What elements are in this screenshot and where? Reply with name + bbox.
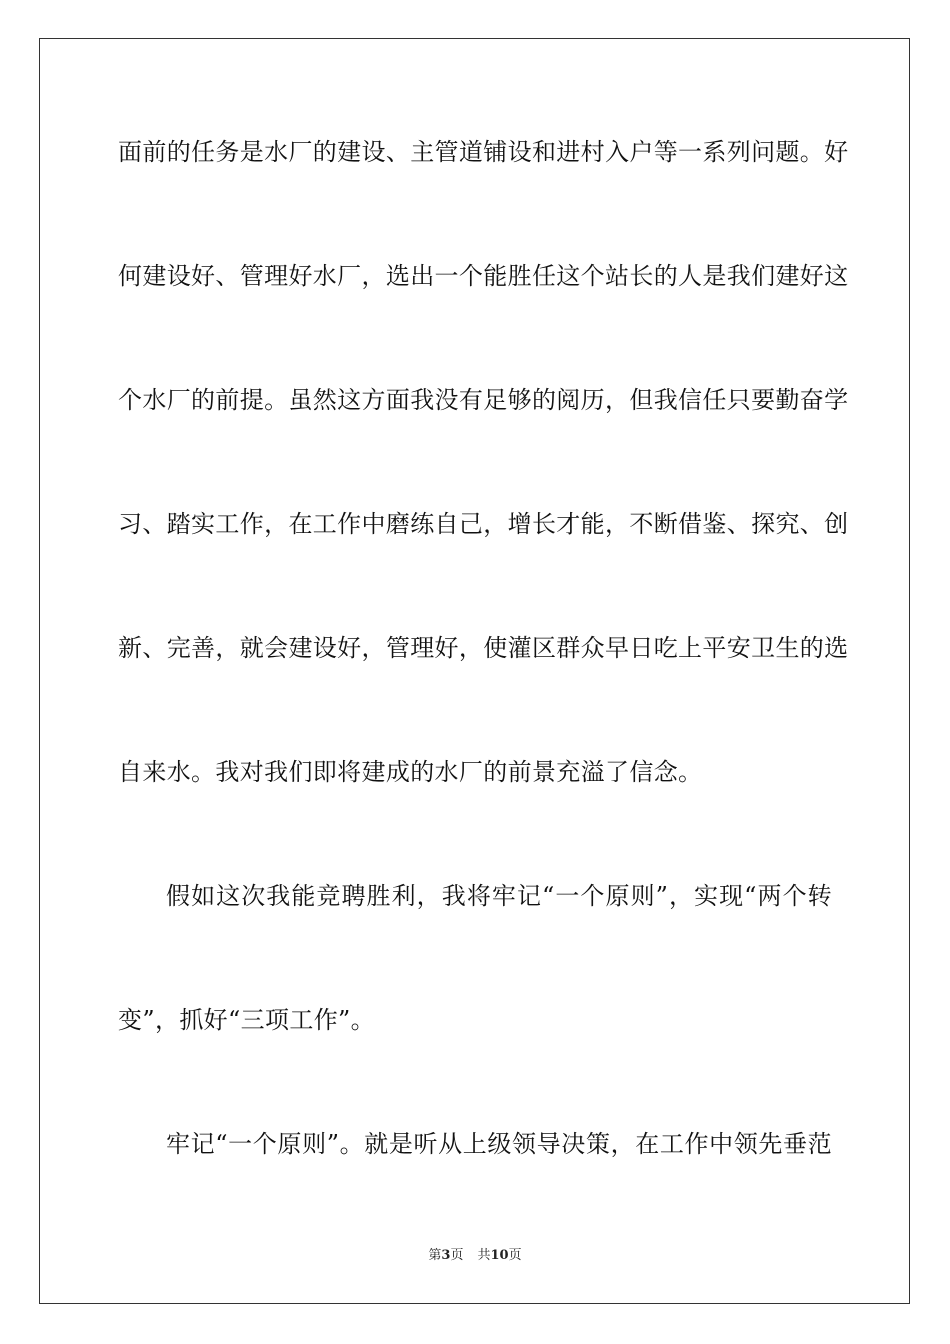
text-line-5: 新、完善，就会建设好，管理好，使灌区群众早日吃上平安卫生的选 — [118, 634, 849, 662]
page-border — [39, 38, 910, 1304]
footer-total-suffix: 页 — [508, 1248, 522, 1263]
footer-page-number: 3 — [441, 1248, 451, 1263]
text-line-3: 个水厂的前提。虽然这方面我没有足够的阅历，但我信任只要勤奋学 — [118, 386, 849, 414]
footer-total-prefix: 共 — [477, 1248, 491, 1263]
page-footer — [0, 1246, 950, 1266]
footer-page-suffix: 页 — [450, 1248, 464, 1263]
text-line-9: 牢记“一个原则”。就是听从上级领导决策，在工作中领先垂范 — [166, 1130, 832, 1158]
footer-total-number: 10 — [490, 1248, 509, 1263]
footer-page-prefix: 第 — [428, 1248, 442, 1263]
text-line-1: 面前的任务是水厂的建设、主管道铺设和进村入户等一系列问题。好 — [118, 138, 849, 166]
text-line-4: 习、踏实工作，在工作中磨练自己，增长才能，不断借鉴、探究、创 — [118, 510, 849, 538]
text-line-6: 自来水。我对我们即将建成的水厂的前景充溢了信念。 — [118, 758, 703, 786]
text-line-2: 何建设好、管理好水厂，选出一个能胜任这个站长的人是我们建好这 — [118, 262, 849, 290]
text-line-8: 变”，抓好“三项工作”。 — [118, 1006, 376, 1034]
text-line-7: 假如这次我能竞聘胜利，我将牢记“一个原则”，实现“两个转 — [166, 882, 832, 910]
